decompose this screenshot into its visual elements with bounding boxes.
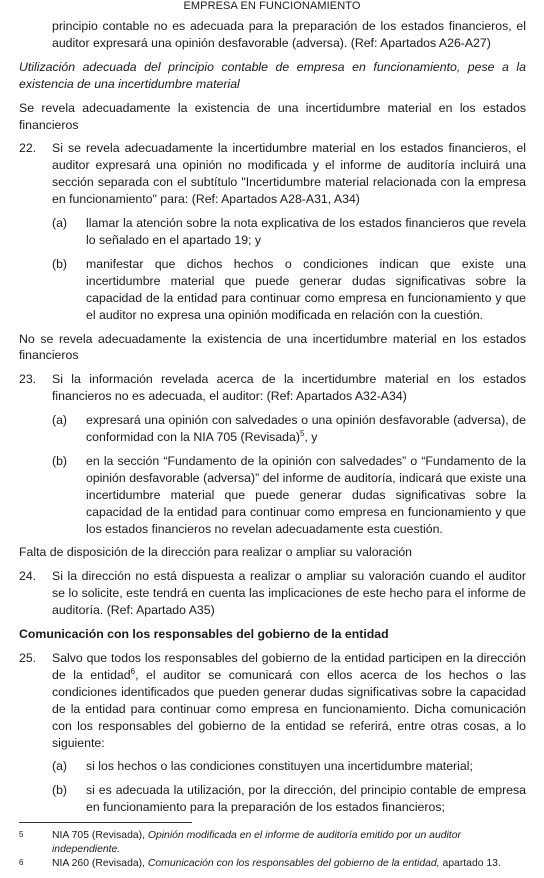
footnote-tail: apartado 13. — [439, 857, 501, 869]
section-heading-italic: Utilización adecuada del principio contable de empresa en funcionamiento, pese a la existencia de una incertidumbre material — [19, 59, 526, 91]
item-label: (a) — [52, 759, 68, 774]
item-label: (b) — [52, 783, 68, 798]
paragraph-22-item-b — [19, 256, 526, 324]
item-text: manifestar que dichos hechos o condiciones indican que existe una incertidumbre material que puede generar dudas significativas sobre la capacidad de la entidad para continuar como empresa en funcionamiento y que el auditor no expresa una opinión modificada en relación con la cuestión. — [86, 256, 526, 322]
footnote-5 — [19, 829, 526, 857]
section-heading-bold: Comunicación con los responsables del gobierno de la entidad — [19, 627, 389, 642]
item-text-tail: , y — [304, 430, 318, 445]
footnote-text: NIA 705 (Revisada), — [52, 830, 148, 841]
subheading-management-unwilling: Falta de disposición de la dirección para realizar o ampliar su valoración — [19, 545, 413, 560]
footnotes — [19, 829, 526, 870]
item-label: (a) — [52, 216, 68, 231]
paragraph-23 — [19, 371, 526, 405]
paragraph-25-item-b — [19, 782, 526, 816]
subheading-inadequate-disclosure: No se revela adecuadamente la existencia de una incertidumbre material en los estados financieros — [19, 331, 526, 363]
paragraph-text-cont: , el auditor se comunicará con ellos acerca de los hechos o las condiciones identificados que pueden generar dudas significativas sobre la capacidad de la entidad para continuar como empresa en funcionamiento. Dicha comunicación con los responsables del gobierno de la entidad se referirá, entre otras cosas, a lo siguiente: — [52, 667, 526, 750]
paragraph-text: Si la información revelada acerca de la incertidumbre material en los estados financieros no es adecuada, el auditor: (Ref: Apartados A32-A34) — [52, 372, 526, 404]
paragraph-text: Salvo que todos los responsables del gobierno de la entidad participen en la dirección de la entidad — [52, 651, 526, 682]
paragraph-23-item-b — [19, 453, 526, 538]
paragraph-23-item-a — [19, 412, 526, 446]
running-header: EMPRESA EN FUNCIONAMIENTO — [183, 0, 361, 12]
paragraph-number: 22. — [19, 141, 37, 156]
item-text: si es adecuada la utilización, por la dirección, del principio contable de empresa en funcionamiento para la preparación de los estados financieros; — [86, 783, 526, 815]
item-label: (b) — [52, 453, 68, 468]
paragraph-22-item-a — [19, 215, 526, 249]
footnote-6 — [19, 857, 526, 871]
item-text: si los hechos o las condiciones constituyen una incertidumbre material; — [86, 759, 473, 774]
intro-continuation: principio contable no es adecuada para la preparación de los estados financieros, el auditor expresará una opinión desfavorable (adversa). (Ref: Apartados A26-A27) — [52, 19, 526, 50]
paragraph-number: 24. — [19, 569, 37, 584]
item-text: llamar la atención sobre la nota explicativa de los estados financieros que revela lo señalado en el apartado 19; y — [86, 216, 526, 247]
paragraph-25 — [19, 650, 526, 751]
paragraph-25-item-a — [19, 758, 526, 775]
footnote-ref-6[interactable]: 6 — [130, 666, 136, 676]
item-text: expresará una opinión con salvedades o una opinión desfavorable (adversa), de conformidad con la NIA 705 (Revisada) — [86, 413, 526, 445]
item-text: en la sección “Fundamento de la opinión con salvedades” o “Fundamento de la opinión desfavorable (adversa)” del informe de auditoría, indicará que existe una incertidumbre material que puede generar dudas significativas sobre la capacidad de la entidad para continuar como empresa en funcionamiento y que los estados financieros no revelan adecuadamente esta cuestión. — [86, 453, 526, 536]
footnote-ref-5[interactable]: 5 — [299, 428, 305, 438]
paragraph-24 — [19, 568, 526, 619]
footnote-text: NIA 260 (Revisada), — [52, 857, 148, 869]
item-label: (a) — [52, 413, 68, 428]
subheading-adequate-disclosure: Se revela adecuadamente la existencia de una incertidumbre material en los estados financieros — [19, 100, 526, 132]
paragraph-22 — [19, 140, 526, 208]
paragraph-text: Si se revela adecuadamente la incertidumbre material en los estados financieros, el auditor expresará una opinión no modificada y el informe de auditoría incluirá una sección separada con el subtítulo "Incertidumbre material relacionada con la empresa en funcionamiento" para: (Ref: Apartados A28-A31, A34) — [52, 141, 526, 207]
footnote-title: Opinión modificada en el informe de auditoría emitido por un auditor independiente. — [52, 830, 461, 855]
page-body — [19, 18, 526, 816]
footnote-number: 6 — [19, 857, 24, 867]
paragraph-number: 25. — [19, 651, 37, 665]
footnote-title: Comunicación con los responsables del gobierno de la entidad, — [147, 857, 440, 869]
item-label: (b) — [52, 256, 68, 271]
footnote-divider — [19, 822, 192, 823]
paragraph-number: 23. — [19, 372, 37, 387]
footnote-number: 5 — [19, 830, 24, 839]
paragraph-text: Si la dirección no está dispuesta a realizar o ampliar su valoración cuando el auditor se lo solicite, este tendrá en cuenta las implicaciones de este hecho para el informe de auditoría. (Ref: Apartado A35) — [52, 569, 526, 618]
